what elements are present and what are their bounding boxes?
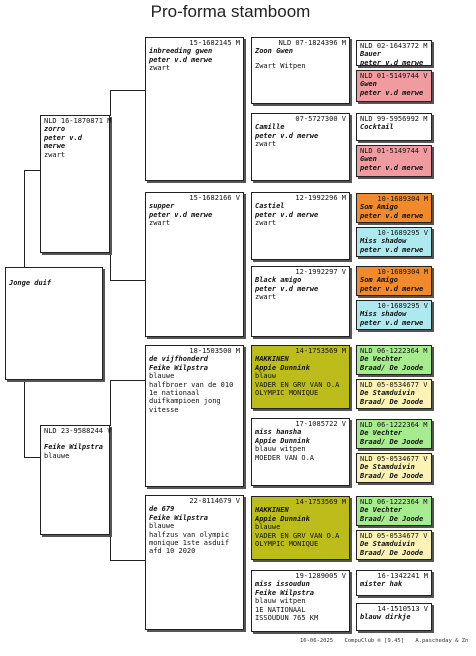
grandparent-card[interactable]	[145, 192, 244, 337]
pigeon-name: miss issoudun	[255, 580, 310, 589]
pigeon-owner: Braad/ De Joode	[360, 437, 424, 446]
pigeon-note: monique 1ste asduif	[149, 539, 230, 548]
pigeon-note: zwart	[149, 64, 171, 73]
pigeon-name: Zoon Gwen	[255, 47, 293, 56]
pigeon-name: HAKKINEN	[255, 506, 289, 515]
pigeon-note: blauwe	[149, 372, 175, 381]
pigeon-owner: Appie Dunnink	[255, 514, 310, 523]
pigeon-name: Camille	[255, 123, 285, 132]
pigeon-name: Som Amigo	[360, 203, 398, 212]
pigeon-note: zwart	[255, 219, 277, 228]
pigeon-name: Gwen	[360, 80, 377, 89]
ancestor-card[interactable]	[356, 266, 432, 296]
sire-card[interactable]	[40, 115, 110, 253]
pigeon-id: NLD 07-1824396 M	[278, 39, 346, 47]
pigeon-name: mister hak	[360, 580, 403, 589]
connector	[110, 90, 146, 116]
pigeon-id: NLD 05-0534677 V	[360, 455, 428, 463]
ancestor-card[interactable]	[356, 453, 432, 483]
pigeon-name: Black amigo	[255, 276, 302, 285]
pigeon-id: NLD 16-1870871 M	[44, 117, 112, 125]
ancestor-card[interactable]	[356, 70, 432, 102]
pigeon-owner: peter v.d merwe	[44, 133, 82, 151]
pigeon-note: zwart	[149, 219, 171, 228]
pigeon-id: 15-1682145 M	[189, 39, 240, 47]
ancestor-card[interactable]	[356, 570, 432, 596]
ancestor-card[interactable]	[356, 145, 432, 177]
ancestor-card[interactable]	[356, 227, 432, 257]
pigeon-note: afd 10 2020	[149, 547, 196, 556]
pigeon-id: 22-8114679 V	[189, 497, 240, 505]
pigeon-name: De Vechter	[360, 355, 403, 364]
ancestor-card[interactable]	[356, 300, 432, 330]
software-credit: CompuClub ® [9.45]	[344, 638, 405, 644]
pigeon-id: NLD 02-1643772 M	[360, 42, 428, 50]
pigeon-id: 14-1753569 M	[295, 347, 346, 355]
connector	[110, 380, 146, 426]
pigeon-owner: Braad/ De Joode	[360, 471, 424, 480]
pigeon-id: NLD 05-0534677 V	[360, 381, 428, 389]
connector	[24, 380, 41, 458]
pigeon-note: OLYMPIC MONIQUE	[255, 540, 319, 549]
pigeon-owner: peter v.d merwe	[149, 55, 213, 64]
pigeon-name: HAKKINEN	[255, 355, 289, 364]
pigeon-note: blauw witpen	[255, 445, 306, 454]
great-grandparent-card[interactable]	[251, 496, 350, 560]
pigeon-name: Castiel	[255, 202, 285, 211]
pigeon-note: blauwe	[255, 523, 281, 532]
pigeon-id: 18-1503500 M	[189, 347, 240, 355]
pigeon-owner: Feike Wilpstra	[255, 588, 315, 597]
pigeon-name: De Vechter	[360, 506, 403, 515]
pigeon-id: 14-1753569 M	[295, 498, 346, 506]
print-date: 16-06-2025	[300, 638, 334, 644]
great-grandparent-card[interactable]	[251, 113, 350, 181]
pigeon-note: blauw witpen	[255, 597, 306, 606]
pigeon-owner: peter v.d merwe	[360, 245, 424, 254]
pigeon-note: ISSOUDUN 765 KM	[255, 614, 319, 623]
pigeon-note: Zwart Witpen	[255, 61, 306, 70]
pigeon-color: zwart	[44, 150, 66, 159]
great-grandparent-card[interactable]	[251, 266, 350, 337]
pigeon-id: 07-5727300 V	[295, 115, 346, 123]
grandparent-card[interactable]	[145, 345, 244, 487]
pigeon-name: Som Amigo	[360, 276, 398, 285]
pigeon-id: NLD 23-9588244 V	[44, 427, 112, 435]
pigeon-owner: peter v.d merwe	[360, 163, 424, 172]
pigeon-note: zwart	[255, 293, 277, 302]
pigeon-owner: peter v.d merwe	[360, 88, 424, 97]
pigeon-color: blauwe	[44, 451, 70, 460]
dam-card[interactable]	[40, 425, 110, 535]
great-grandparent-card[interactable]	[251, 570, 350, 632]
pigeon-name: Miss shadow	[360, 237, 407, 246]
pigeon-id: NLD 01-5149744 V	[360, 147, 428, 155]
pigeon-owner: peter v.d merwe	[360, 211, 424, 220]
pigeon-owner: Appie Dunnink	[255, 436, 310, 445]
pigeon-owner: Appie Dunnink	[255, 363, 310, 372]
pigeon-owner: Braad/ De Joode	[360, 514, 424, 523]
connector	[110, 253, 146, 281]
pigeon-note: 1e nationaal	[149, 389, 200, 398]
pigeon-name: Bauer	[360, 50, 382, 59]
pigeon-name: De Stamduivin	[360, 463, 415, 472]
connector	[110, 535, 146, 561]
pigeon-id: NLD 06-1222364 M	[360, 347, 428, 355]
pigeon-id: 10-1689304 M	[377, 195, 428, 203]
pigeon-owner: peter v.d merwe	[255, 131, 319, 140]
footer	[300, 638, 476, 644]
pigeon-owner: Braad/ De Joode	[360, 363, 424, 372]
ancestor-card[interactable]	[356, 379, 432, 409]
pigeon-note: halfzus van olympic	[149, 530, 230, 539]
pigeon-name: Feike Wilpstra	[44, 443, 104, 452]
pigeon-owner: peter v.d merwe	[255, 284, 319, 293]
ancestor-card[interactable]	[356, 345, 432, 375]
great-grandparent-card[interactable]	[251, 345, 350, 409]
great-grandparent-card[interactable]	[251, 418, 350, 486]
pigeon-id: NLD 06-1222364 M	[360, 498, 428, 506]
pigeon-note: duifkampioen jong	[149, 397, 221, 406]
pigeon-note: 1E NATIONAAL	[255, 605, 306, 614]
pigeon-name: De Vechter	[360, 429, 403, 438]
author-credit: A.pascheday & Zn	[415, 638, 469, 644]
pigeon-owner: peter v.d merwe	[360, 318, 424, 327]
pigeon-note: blauwe	[149, 522, 175, 531]
pigeon-owner: Braad/ De Joode	[360, 397, 424, 406]
page-title: Pro-forma stamboom	[150, 2, 311, 21]
pigeon-name: de vijfhonderd	[149, 355, 209, 364]
pigeon-id: 12-1992296 M	[295, 194, 346, 202]
pigeon-note: OLYMPIC MONIQUE	[255, 389, 319, 398]
pigeon-name: Miss shadow	[360, 310, 407, 319]
pigeon-name: blauw dirkje	[360, 613, 411, 622]
connector	[24, 170, 41, 268]
pigeon-owner: Feike Wilpstra	[149, 363, 209, 372]
grandparent-card[interactable]	[145, 495, 244, 630]
pigeon-owner: Braad/ De Joode	[360, 548, 424, 557]
ancestor-card[interactable]	[356, 419, 432, 449]
pigeon-owner: peter v.d merwe	[360, 58, 424, 67]
pigeon-id: 16-1342241 M	[377, 572, 428, 580]
pigeon-note: VADER EN GRV VAN O.A	[255, 531, 340, 540]
pigeon-name: Cocktail	[360, 123, 394, 132]
ancestor-card[interactable]	[356, 530, 432, 560]
pigeon-note: vitesse	[149, 405, 179, 414]
pigeon-name: de 679	[149, 505, 175, 514]
ancestor-card[interactable]	[356, 113, 432, 141]
great-grandparent-card[interactable]	[251, 37, 350, 104]
pigeon-name: De Stamduivin	[360, 540, 415, 549]
ancestor-card[interactable]	[356, 40, 432, 66]
pigeon-id: 10-1689304 M	[377, 268, 428, 276]
pigeon-name: De Stamduivin	[360, 389, 415, 398]
subject-pigeon-card[interactable]	[5, 267, 103, 380]
ancestor-card[interactable]	[356, 193, 432, 223]
pigeon-name: zorro	[44, 125, 66, 134]
pigeon-owner: peter v.d merwe	[255, 210, 319, 219]
pigeon-owner: Feike Wilpstra	[149, 513, 209, 522]
pigeon-note: blauw	[255, 372, 277, 381]
ancestor-card[interactable]	[356, 496, 432, 526]
pigeon-note: VADER EN GRV VAN O.A	[255, 380, 340, 389]
ancestor-card[interactable]	[356, 603, 432, 631]
pigeon-id: 10-1689295 V	[377, 302, 428, 310]
pigeon-id: 12-1992297 V	[295, 268, 346, 276]
pigeon-id: 14-1510513 V	[377, 605, 428, 613]
pigeon-owner: peter v.d merwe	[360, 284, 424, 293]
pigeon-name: inbreeding gwen	[149, 47, 213, 56]
pigeon-id: 19-1289005 V	[295, 572, 346, 580]
pigeon-name: supper	[149, 202, 175, 211]
pigeon-note: zwart	[255, 140, 277, 149]
pigeon-note: halfbroer van de 010	[149, 380, 234, 389]
grandparent-card[interactable]	[145, 37, 244, 181]
pigeon-name: Gwen	[360, 155, 377, 164]
pigeon-id: NLD 99-5956992 M	[360, 115, 428, 123]
pigeon-id: 15-1682166 V	[189, 194, 240, 202]
pigeon-id: NLD 05-0534677 V	[360, 532, 428, 540]
pigeon-name: miss hansha	[255, 428, 302, 437]
pigeon-owner: peter v.d merwe	[149, 210, 213, 219]
pigeon-id: NLD 01-5149744 V	[360, 72, 428, 80]
pigeon-id: NLD 06-1222364 M	[360, 421, 428, 429]
pigeon-note: MOEDER VAN O.A	[255, 453, 315, 462]
pigeon-id: 10-1689295 V	[377, 229, 428, 237]
pigeon-id: 17-1085722 V	[295, 420, 346, 428]
great-grandparent-card[interactable]	[251, 192, 350, 260]
subject-name: Jonge duif	[9, 279, 52, 287]
